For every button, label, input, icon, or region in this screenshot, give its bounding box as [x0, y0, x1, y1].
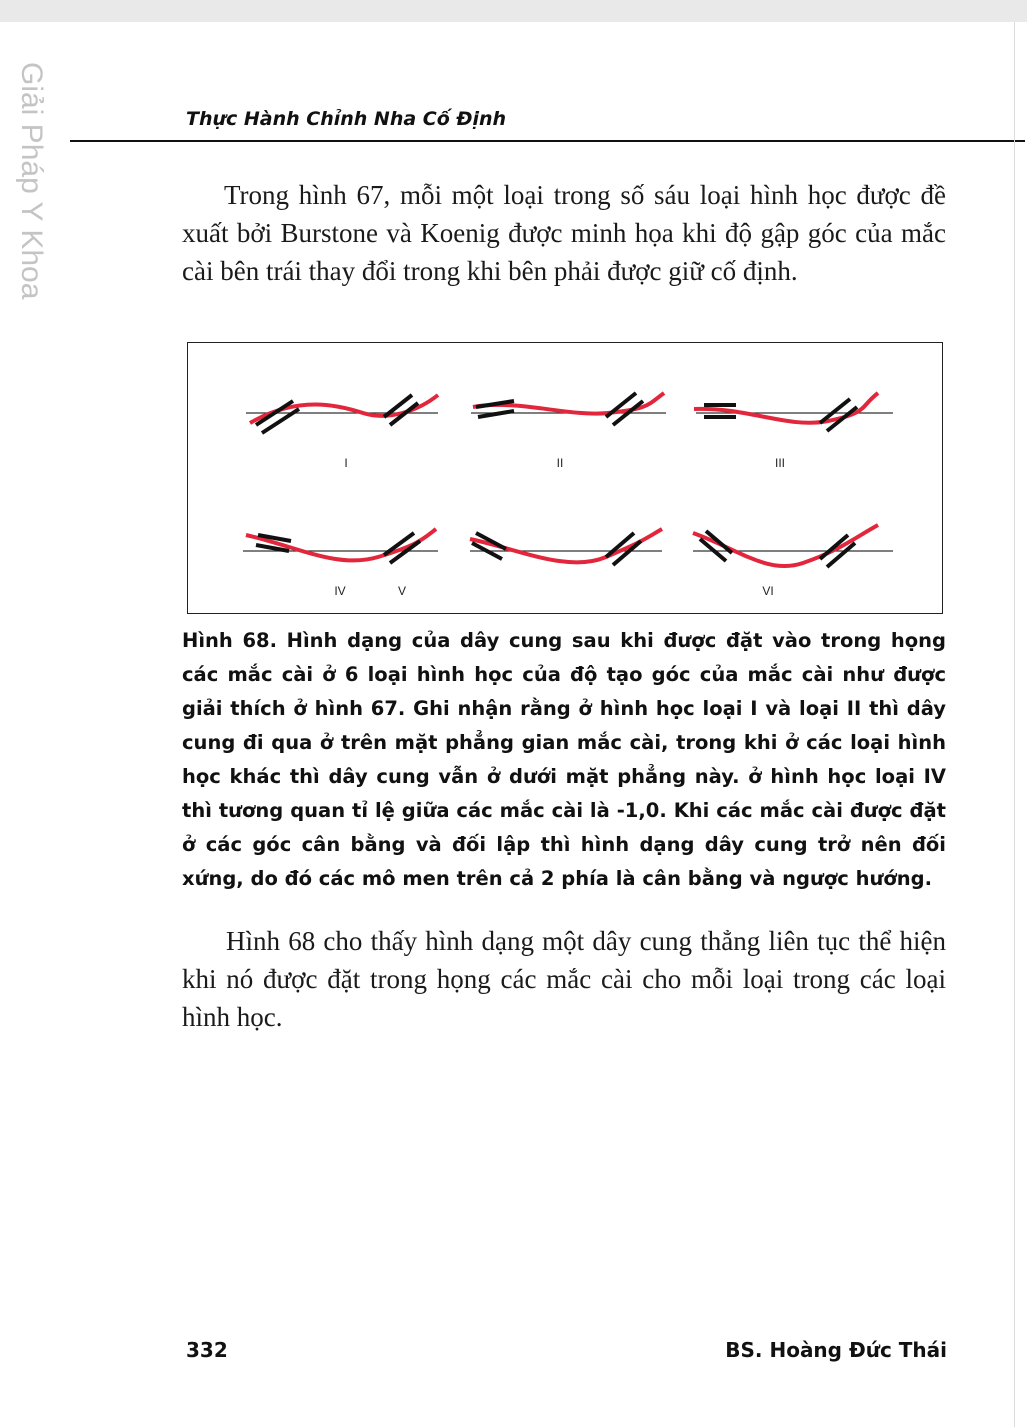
page [0, 22, 1027, 1427]
archwire [246, 529, 436, 560]
geometry-type-3 [694, 393, 893, 470]
paragraph-followup: Hình 68 cho thấy hình dạng một dây cung thẳng liên tục thể hiện khi nó được đặt trong họng các mắc cài cho mỗi loại trong các loại hình học. [182, 926, 946, 1032]
bracket-geometry-diagram [188, 343, 944, 615]
header-rule [70, 140, 1025, 142]
geometry-type-1 [246, 395, 438, 470]
bracket-left [478, 411, 514, 417]
type-label: III [774, 456, 786, 470]
watermark: Giải Pháp Y Khoa [15, 62, 48, 300]
geometry-type-4-5 [243, 529, 438, 598]
type-label: VI [762, 584, 774, 598]
running-header-title: Thực Hành Chỉnh Nha Cố Định [186, 108, 507, 130]
figure-68 [187, 342, 943, 614]
geometry-type-6a [470, 529, 662, 565]
footer-author: BS. Hoàng Đức Thái [725, 1338, 947, 1362]
page-edge [1014, 22, 1015, 1427]
type-label: II [556, 456, 564, 470]
geometry-type-6 [693, 525, 893, 598]
page-number: 332 [186, 1338, 228, 1362]
type-label: IV [334, 584, 346, 598]
type-label: V [397, 584, 407, 598]
geometry-type-2 [471, 393, 666, 470]
type-label: I [344, 456, 348, 470]
figure-caption: Hình 68. Hình dạng của dây cung sau khi được đặt vào trong họng các mắc cài ở 6 loại hình học của độ tạo góc của mắc cài như được giải thích ở hình 67. Ghi nhận rằng ở hình học loại I và loại II thì dây cung đi qua ở trên mặt phẳng gian mắc cài, trong khi ở các loại hình học khác thì dây cung vẫn ở dưới mặt phẳng này. ở hình học loại IV thì tương quan tỉ lệ giữa các mắc cài là -1,0. Khi các mắc cài được đặt ở các góc cân bằng và đối lập thì hình dạng dây cung trở nên đối xứng, do đó các mô men trên cả 2 phía là cân bằng và ngược hướng. [182, 629, 946, 890]
paragraph-intro: Trong hình 67, mỗi một loại trong số sáu loại hình học được đề xuất bởi Burstone và Koenig được minh họa khi độ gập góc của mắc cài bên trái thay đổi trong khi bên phải được giữ cố định. [182, 180, 946, 286]
